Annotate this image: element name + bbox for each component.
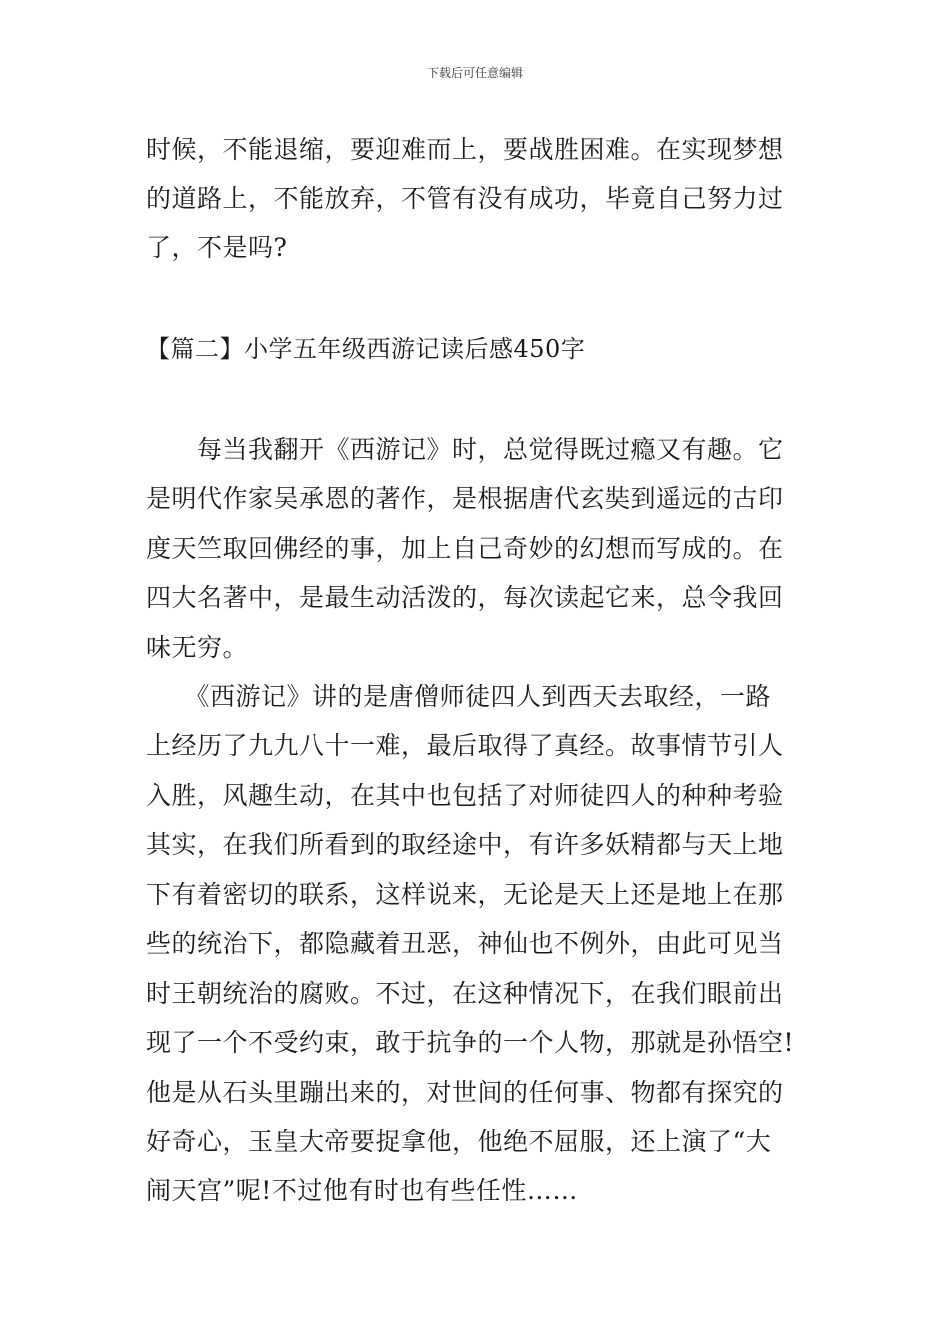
para1-line-5: 味无穷。 bbox=[146, 633, 249, 662]
para2-line-1: 《西游记》讲的是唐僧师徒四人到西天去取经，一路 bbox=[146, 682, 772, 711]
para2-line-6: 些的统治下，都隐藏着丑恶，神仙也不例外，由此可见当 bbox=[146, 929, 784, 958]
para1-line-1: 每当我翻开《西游记》时，总觉得既过瘾又有趣。它 bbox=[146, 435, 784, 464]
para2-line-2: 上经历了九九八十一难，最后取得了真经。故事情节引人 bbox=[146, 731, 784, 760]
para2-line-5: 下有着密切的联系，这样说来，无论是天上还是地上在那 bbox=[146, 880, 784, 909]
section-title: 【篇二】小学五年级西游记读后感450字 bbox=[146, 335, 586, 363]
para2-line-10: 好奇心，玉皇大帝要捉拿他，他绝不屈服，还上演了“大 bbox=[146, 1127, 772, 1156]
para1-line-4: 四大名著中，是最生动活泼的，每次读起它来，总令我回 bbox=[146, 583, 784, 612]
intro-line-3: 了，不是吗? bbox=[146, 233, 288, 262]
para2-line-9: 他是从石头里蹦出来的，对世间的任何事、物都有探究的 bbox=[146, 1078, 784, 1107]
para2-line-3: 入胜，风趣生动，在其中也包括了对师徒四人的种种考验 bbox=[146, 781, 784, 810]
intro-line-2: 的道路上，不能放弃，不管有没有成功，毕竟自己努力过 bbox=[146, 184, 784, 213]
para2-line-8: 现了一个不受约束，敢于抗争的一个人物，那就是孙悟空! bbox=[146, 1028, 795, 1057]
para2-line-7: 时王朝统治的腐败。不过，在这种情况下，在我们眼前出 bbox=[146, 979, 784, 1008]
para2-line-11: 闹天宫”呢!不过他有时也有些任性…… bbox=[146, 1176, 578, 1205]
page-header: 下载后可任意编辑 bbox=[426, 66, 523, 80]
intro-line-1: 时候，不能退缩，要迎难而上，要战胜困难。在实现梦想 bbox=[146, 135, 784, 164]
para1-line-2: 是明代作家吴承恩的著作，是根据唐代玄奘到遥远的古印 bbox=[146, 484, 784, 513]
para2-line-4: 其实，在我们所看到的取经途中，有许多妖精都与天上地 bbox=[146, 830, 784, 859]
para1-line-3: 度天竺取回佛经的事，加上自己奇妙的幻想而写成的。在 bbox=[146, 534, 784, 563]
